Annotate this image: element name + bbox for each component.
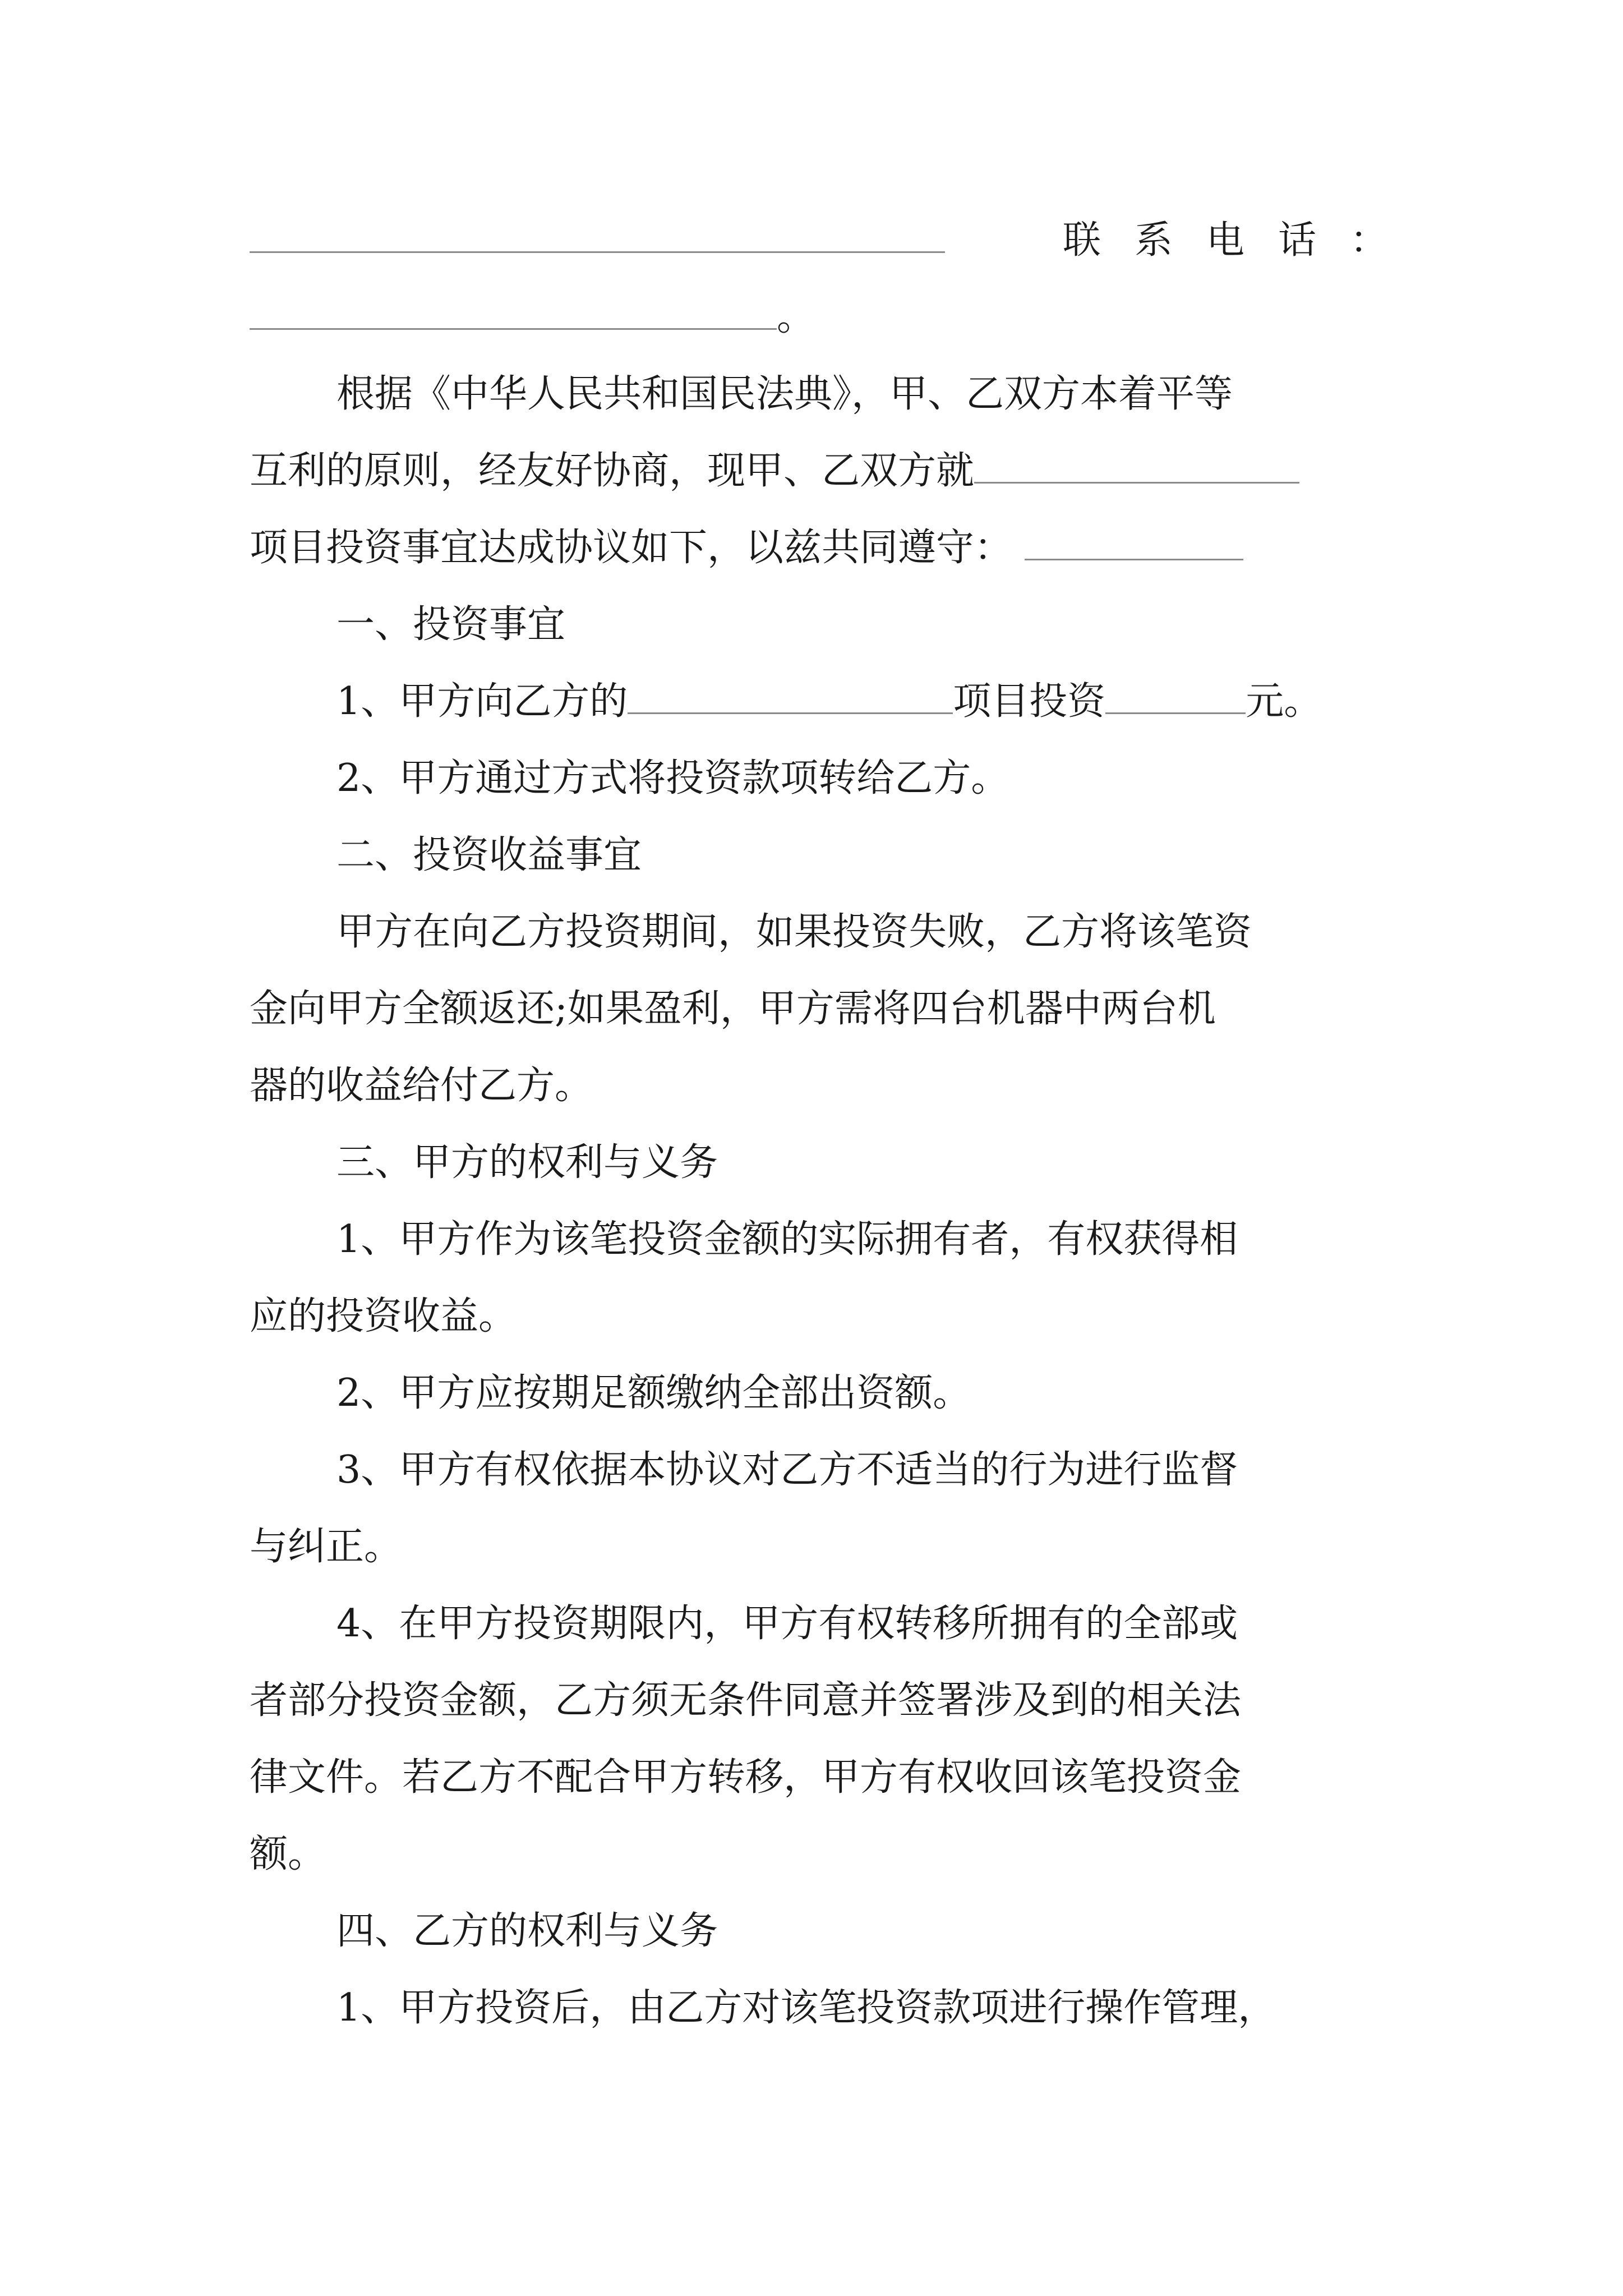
intro-line-2 <box>250 432 1388 509</box>
project-name-blank[interactable] <box>974 448 1299 484</box>
section-4-item-1-line-1: 1、甲方投资后，由乙方对该笔投资款项进行操作管理， <box>336 1986 1276 2030</box>
intro-line-3 <box>250 509 1388 586</box>
section-2-line-3: 器的收益给付乙方。 <box>250 1064 593 1108</box>
section-2-title: 二、投资收益事宜 <box>336 833 642 877</box>
intro-line-2-text: 互利的原则，经友好协商，现甲、乙双方就 <box>250 449 975 493</box>
section-3-item-4-line-4: 额。 <box>250 1832 326 1876</box>
contact-line <box>250 202 1422 279</box>
section-3-item-3-line-2: 与纠正。 <box>250 1525 403 1569</box>
contact-label: 联系电话： <box>1062 218 1422 263</box>
intro-line-1: 根据《中华人民共和国民法典》，甲、乙双方本着平等 <box>336 372 1233 416</box>
section-1-item-2: 2、甲方通过方式将投资款项转给乙方。 <box>336 756 1009 800</box>
section-1-item-1 <box>250 663 1388 740</box>
document-page <box>250 202 1422 2046</box>
section-3-item-2: 2、甲方应按期足额缴纳全部出资额。 <box>336 1371 971 1415</box>
intro-extra-blank[interactable] <box>1025 525 1243 560</box>
section-2-line-2: 金向甲方全额返还;如果盈利，甲方需将四台机器中两台机 <box>250 987 1216 1031</box>
section-4-title: 四、乙方的权利与义务 <box>336 1909 718 1953</box>
investment-amount-blank[interactable] <box>1105 679 1246 714</box>
phone-blank[interactable] <box>250 295 777 330</box>
section-1-item-1-a: 1、甲方向乙方的 <box>336 679 628 724</box>
contact-end: 。 <box>777 295 815 339</box>
section-1-title: 一、投资事宜 <box>336 602 566 647</box>
section-3-item-1-line-1: 1、甲方作为该笔投资金额的实际拥有者，有权获得相 <box>336 1217 1238 1262</box>
intro-line-3-text: 项目投资事宜达成协议如下，以兹共同遵守： <box>250 526 1013 570</box>
section-3-item-4-line-3: 律文件。若乙方不配合甲方转移，甲方有权收回该笔投资金 <box>250 1755 1242 1800</box>
section-3-title: 三、甲方的权利与义务 <box>336 1140 718 1185</box>
name-blank[interactable] <box>250 218 945 253</box>
section-1-item-1-b: 项目投资 <box>953 679 1106 724</box>
section-3-item-3-line-1: 3、甲方有权依据本协议对乙方不适当的行为进行监督 <box>336 1448 1238 1492</box>
contact-phone-line <box>250 279 1388 356</box>
section-3-item-4-line-2: 者部分投资金额，乙方须无条件同意并签署涉及到的相关法 <box>250 1678 1242 1723</box>
investment-project-blank[interactable] <box>628 679 953 714</box>
section-3-item-4-line-1: 4、在甲方投资期限内，甲方有权转移所拥有的全部或 <box>336 1602 1238 1646</box>
section-3-item-1-line-2: 应的投资收益。 <box>250 1294 517 1338</box>
section-1-item-1-c: 元。 <box>1246 679 1322 724</box>
section-2-line-1: 甲方在向乙方投资期间，如果投资失败，乙方将该笔资 <box>336 910 1252 954</box>
